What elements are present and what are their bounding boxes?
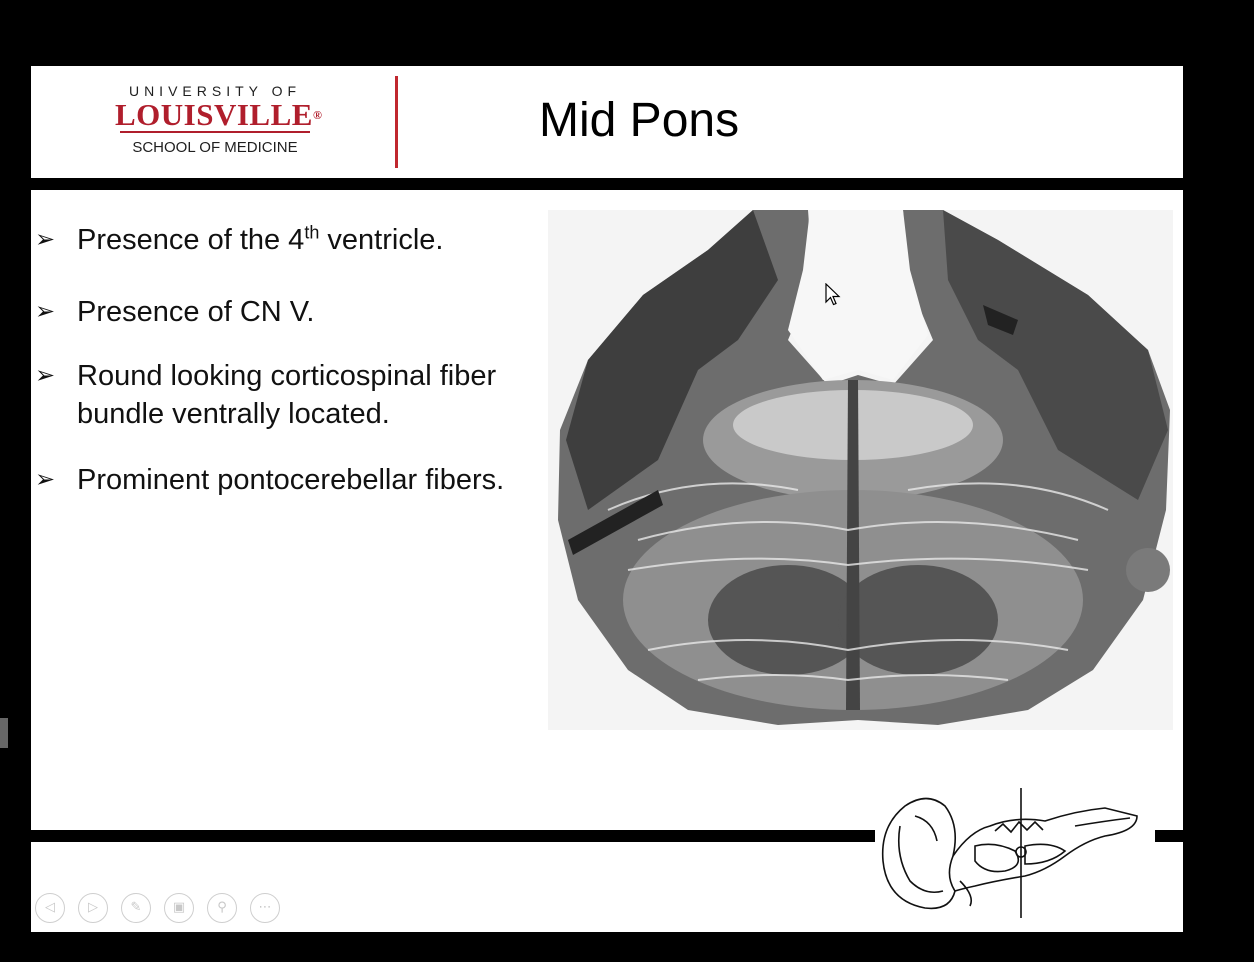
logo-top-line: UNIVERSITY OF (128, 83, 302, 99)
arrowhead-bullet-icon: ➢ (35, 362, 56, 389)
next-icon[interactable]: ▷ (78, 893, 108, 923)
university-logo (115, 83, 323, 156)
logo-main-text: LOUISVILLE (115, 97, 313, 132)
bullet-text: Presence of the 4 (77, 224, 305, 256)
bullet-text: Round looking corticospinal fiber (77, 360, 497, 392)
logo-registered-mark: ® (312, 108, 323, 122)
arrowhead-bullet-icon: ➢ (35, 226, 56, 253)
zoom-icon[interactable]: ⚲ (207, 893, 237, 923)
bullet-text: Prominent pontocerebellar fibers. (77, 464, 505, 496)
slide-title: Mid Pons (539, 94, 740, 147)
more-icon[interactable]: ⋯ (250, 893, 280, 923)
slide-header (31, 66, 1183, 178)
bullet-text: bundle ventrally located. (77, 398, 390, 430)
header-divider (395, 76, 398, 168)
arrowhead-bullet-icon: ➢ (35, 298, 56, 325)
slides-icon[interactable]: ▣ (164, 893, 194, 923)
pen-icon[interactable]: ✎ (121, 893, 151, 923)
mouse-cursor-icon (825, 283, 841, 307)
arrowhead-bullet-icon: ➢ (35, 466, 56, 493)
side-panel-handle[interactable] (0, 718, 8, 748)
bullet-text: Presence of CN V. (77, 296, 315, 328)
pons-histology-image (548, 210, 1173, 730)
brainstem-section-diagram (875, 786, 1155, 920)
bullet-text: ventricle. (319, 224, 444, 256)
previous-icon[interactable]: ◁ (35, 893, 65, 923)
bullet-superscript: th (304, 222, 320, 243)
logo-subtitle: SCHOOL OF MEDICINE (132, 139, 298, 156)
slide-body (31, 190, 1183, 830)
